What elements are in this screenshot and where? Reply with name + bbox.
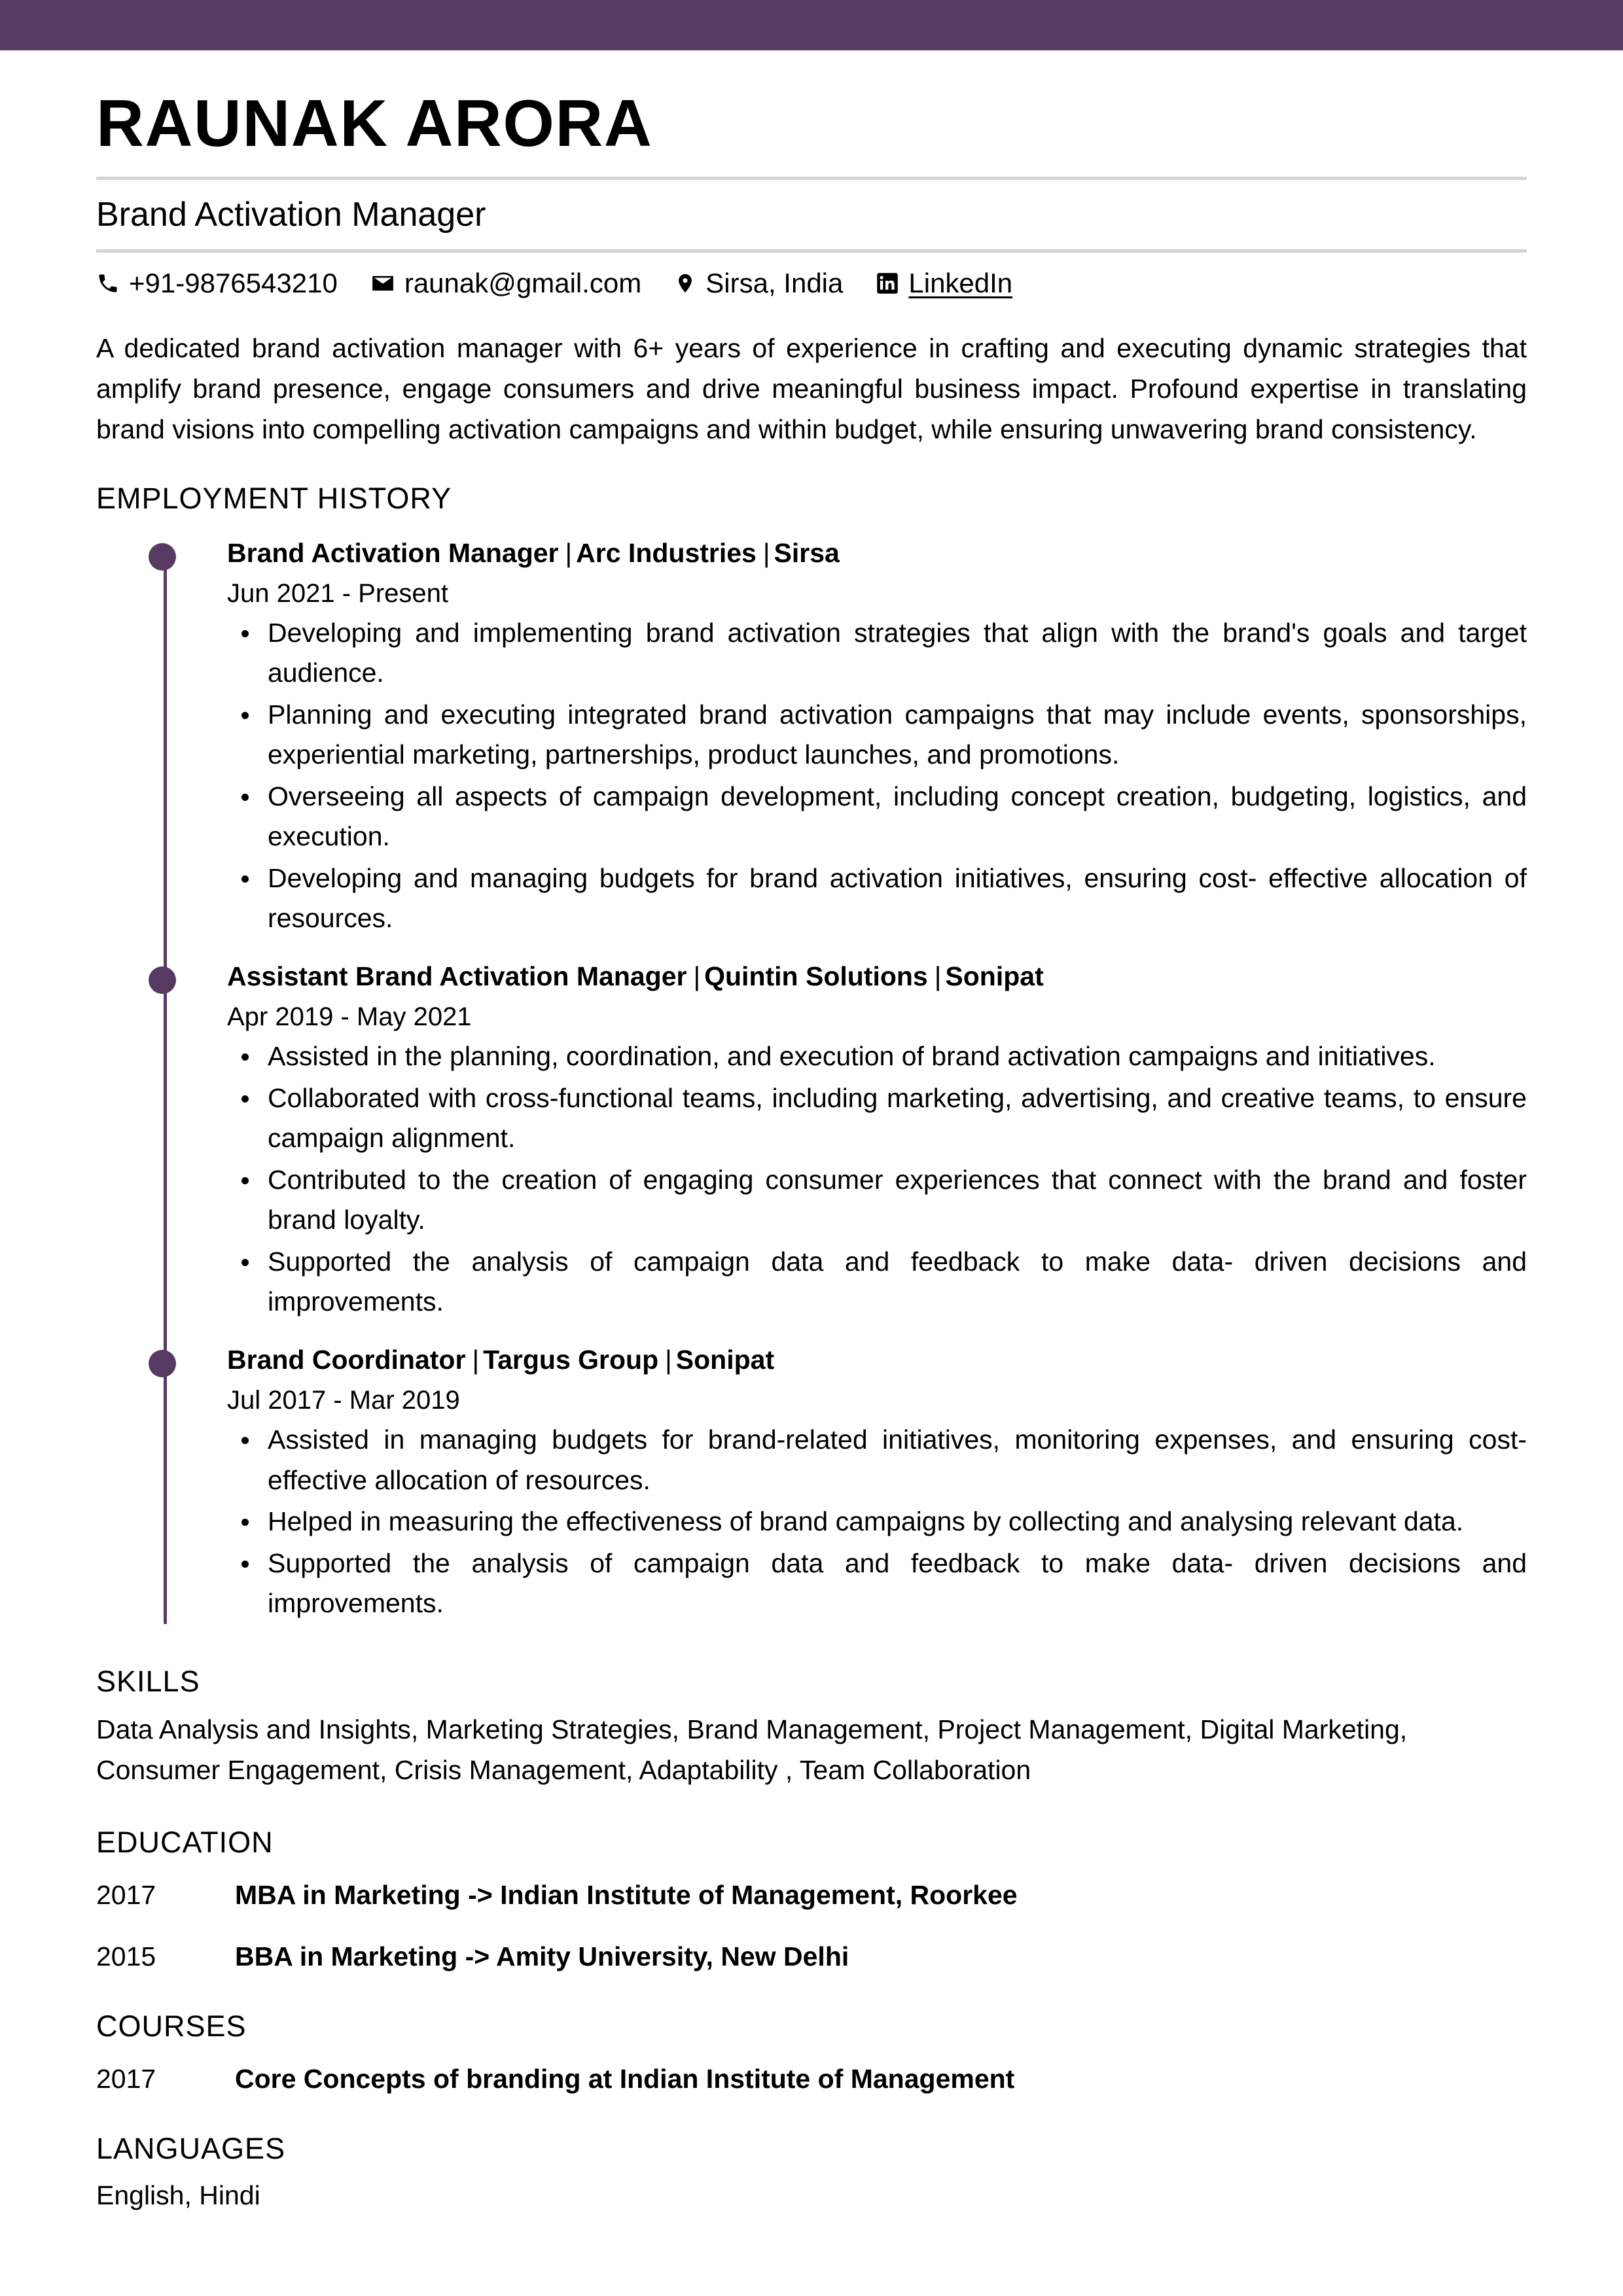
employment-company: Quintin Solutions xyxy=(704,961,928,991)
contact-phone-text: +91-9876543210 xyxy=(129,268,338,299)
section-languages xyxy=(96,2132,1527,2215)
employment-separator: | xyxy=(665,1344,672,1375)
employment-role: Brand Activation Manager xyxy=(227,537,559,568)
employment-bullet: Assisted in the planning, coordination, and execution of brand activation campaigns and initiatives. xyxy=(227,1036,1527,1077)
employment-bullet-list xyxy=(227,1036,1527,1322)
section-education xyxy=(96,1826,1527,1974)
employment-role: Brand Coordinator xyxy=(227,1344,466,1375)
employment-bullet: Collaborated with cross-functional teams, including marketing, advertising, and creative teams, to ensure campaign alignment. xyxy=(227,1078,1527,1159)
employment-dates: Jun 2021 - Present xyxy=(227,578,448,608)
timeline-dot xyxy=(149,966,176,994)
employment-bullet: Supported the analysis of campaign data and feedback to make data- driven decisions and improvements. xyxy=(227,1242,1527,1322)
employment-separator: | xyxy=(762,537,770,568)
education-description: BBA in Marketing -> Amity University, New Delhi xyxy=(235,1941,849,1971)
education-list xyxy=(96,1878,1527,1974)
courses-heading: COURSES xyxy=(96,2009,247,2043)
employment-separator: | xyxy=(472,1344,480,1375)
employment-entry-heading xyxy=(227,1342,1527,1378)
contact-linkedin-text[interactable]: LinkedIn xyxy=(908,268,1013,299)
section-employment-history xyxy=(96,482,1527,1624)
timeline-line xyxy=(164,556,167,1624)
identity-header xyxy=(96,50,1527,300)
education-year: 2017 xyxy=(96,1880,156,1911)
languages-list: English, Hindi xyxy=(96,2180,260,2211)
employment-location: Sonipat xyxy=(945,961,1044,991)
employment-bullet: Contributed to the creation of engaging consumer experiences that connect with the brand and foster brand loyalty. xyxy=(227,1160,1527,1241)
course-description: Core Concepts of branding at Indian Institute of Management xyxy=(235,2063,1015,2094)
employment-bullet-list xyxy=(227,1420,1527,1624)
employment-separator: | xyxy=(934,961,942,991)
employment-timeline xyxy=(96,535,1527,1624)
employment-bullet: Supported the analysis of campaign data and feedback to make data- driven decisions and improvements. xyxy=(227,1544,1527,1624)
location-pin-icon xyxy=(674,271,696,296)
contact-location-text: Sirsa, India xyxy=(705,268,844,299)
education-entry xyxy=(96,1939,1527,1974)
education-entry xyxy=(96,1878,1527,1913)
employment-dates: Jul 2017 - Mar 2019 xyxy=(227,1386,460,1415)
top-accent-band xyxy=(0,0,1623,50)
employment-bullet-list xyxy=(227,613,1527,939)
employment-history-heading: EMPLOYMENT HISTORY xyxy=(96,481,452,515)
contact-linkedin[interactable] xyxy=(876,267,1012,300)
skills-heading: SKILLS xyxy=(96,1664,200,1698)
skills-list: Data Analysis and Insights, Marketing Strategies, Brand Management, Project Management, Digital Marketing, Consumer Engagement, Crisis Management, Adaptability , Team Collaboration xyxy=(96,1714,1408,1785)
employment-separator: | xyxy=(693,961,701,991)
employment-entry-heading xyxy=(227,959,1527,995)
linkedin-icon xyxy=(876,272,899,295)
course-entry xyxy=(96,2062,1527,2096)
resume-page xyxy=(0,50,1623,2216)
divider-above-title xyxy=(96,177,1527,180)
timeline-dot xyxy=(149,543,176,571)
courses-list xyxy=(96,2062,1527,2096)
employment-bullet: Developing and implementing brand activation strategies that align with the brand's goals and target audience. xyxy=(227,613,1527,694)
employment-bullet: Helped in measuring the effectiveness of brand campaigns by collecting and analysing relevant data. xyxy=(227,1502,1527,1542)
employment-bullet: Assisted in managing budgets for brand-related initiatives, monitoring expenses, and ensuring cost-effective allocation of resources. xyxy=(227,1420,1527,1500)
employment-bullet: Developing and managing budgets for brand activation initiatives, ensuring cost- effective allocation of resources. xyxy=(227,858,1527,939)
section-courses xyxy=(96,2009,1527,2096)
contact-email[interactable] xyxy=(370,267,641,300)
contact-location xyxy=(674,267,843,300)
professional-summary: A dedicated brand activation manager with 6+ years of experience in crafting and executing dynamic strategies that amplify brand presence, engage consumers and drive meaningful business impact. Profound expertise in translating brand visions into compelling activation campaigns and within budget, while ensuring unwavering brand consistency. xyxy=(96,332,1527,445)
divider-below-title xyxy=(96,249,1527,253)
employment-entry xyxy=(227,535,1527,939)
employment-dates: Apr 2019 - May 2021 xyxy=(227,1002,472,1032)
employment-company: Arc Industries xyxy=(576,537,757,568)
employment-company: Targus Group xyxy=(483,1344,659,1375)
employment-role: Assistant Brand Activation Manager xyxy=(227,961,687,991)
employment-location: Sonipat xyxy=(675,1344,775,1375)
employment-entry-heading xyxy=(227,535,1527,571)
education-year: 2015 xyxy=(96,1941,156,1971)
employment-bullet: Overseeing all aspects of campaign development, including concept creation, budgeting, logistics, and execution. xyxy=(227,777,1527,857)
contact-email-text: raunak@gmail.com xyxy=(404,268,642,299)
entry-spacer xyxy=(227,1322,1527,1342)
timeline-dot xyxy=(149,1350,176,1377)
section-skills xyxy=(96,1665,1527,1791)
languages-heading: LANGUAGES xyxy=(96,2132,286,2166)
envelope-icon xyxy=(370,271,395,296)
contact-row xyxy=(96,267,1527,300)
candidate-name: RAUNAK ARORA xyxy=(96,87,653,160)
employment-entry xyxy=(227,1342,1527,1624)
employment-bullet: Planning and executing integrated brand activation campaigns that may include events, sponsorships, experiential marketing, partnerships, product launches, and promotions. xyxy=(227,695,1527,775)
employment-entry xyxy=(227,959,1527,1322)
entry-spacer xyxy=(227,939,1527,959)
education-description: MBA in Marketing -> Indian Institute of Management, Roorkee xyxy=(235,1880,1018,1911)
course-year: 2017 xyxy=(96,2063,156,2094)
employment-separator: | xyxy=(565,537,573,568)
contact-phone[interactable] xyxy=(96,267,338,300)
employment-location: Sirsa xyxy=(774,537,840,568)
education-heading: EDUCATION xyxy=(96,1826,274,1860)
phone-icon xyxy=(96,272,120,295)
candidate-job-title: Brand Activation Manager xyxy=(96,196,486,234)
